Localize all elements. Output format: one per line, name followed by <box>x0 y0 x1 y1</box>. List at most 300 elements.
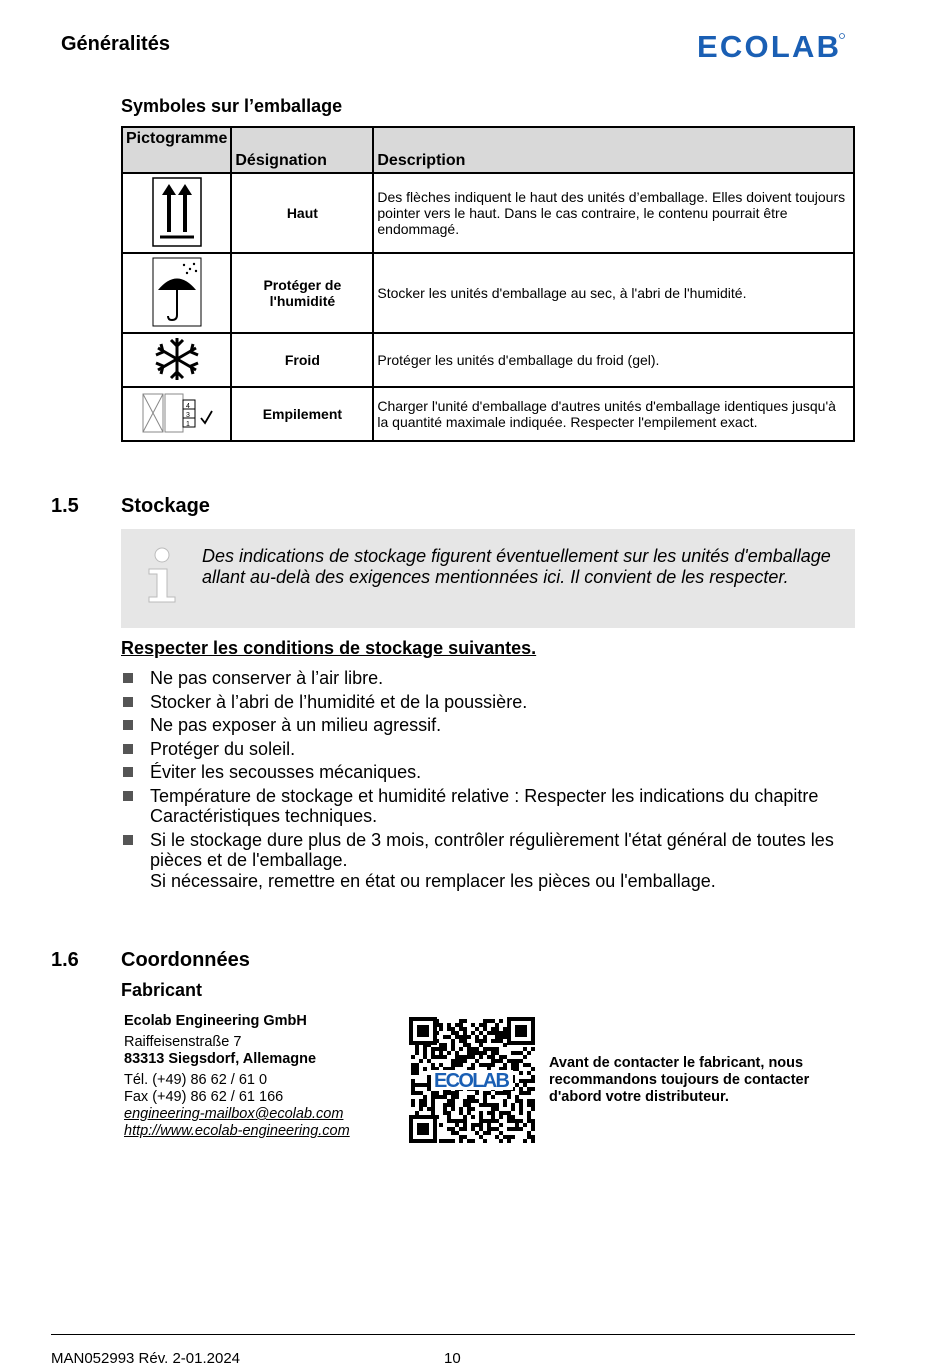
qr-module <box>511 1115 515 1119</box>
qr-module <box>515 1123 519 1127</box>
section-number: 1.5 <box>51 495 79 517</box>
qr-module <box>431 1047 435 1051</box>
svg-text:4: 4 <box>185 402 190 410</box>
qr-module <box>451 1099 455 1103</box>
qr-module <box>455 1055 459 1059</box>
qr-module <box>423 1083 427 1087</box>
qr-module <box>447 1127 451 1131</box>
qr-module <box>415 1063 419 1067</box>
symbols-table <box>121 126 855 442</box>
qr-module <box>459 1059 463 1063</box>
contact-block <box>124 1013 350 1140</box>
qr-module <box>471 1023 475 1027</box>
qr-module <box>515 1127 519 1131</box>
qr-module <box>415 1051 419 1055</box>
qr-module <box>451 1095 455 1099</box>
col-header-pictogram: Pictogramme <box>122 127 231 173</box>
qr-module <box>423 1095 427 1099</box>
qr-module <box>495 1031 499 1035</box>
qr-module <box>443 1095 447 1099</box>
qr-module <box>523 1091 527 1095</box>
qr-module <box>499 1059 503 1063</box>
qr-module <box>479 1031 483 1035</box>
qr-module <box>451 1119 455 1123</box>
list-item: Stocker à l’abri de l’humidité et de la poussière. <box>121 692 861 713</box>
qr-module <box>527 1099 531 1103</box>
email-link[interactable]: engineering-mailbox@ecolab.com <box>124 1106 344 1122</box>
qr-module <box>415 1047 419 1051</box>
qr-module <box>471 1127 475 1131</box>
qr-module <box>499 1123 503 1127</box>
qr-module <box>447 1099 451 1103</box>
qr-module <box>431 1095 435 1099</box>
qr-module <box>439 1023 443 1027</box>
info-icon <box>145 547 179 603</box>
qr-module <box>459 1023 463 1027</box>
qr-module <box>459 1139 463 1143</box>
qr-module <box>491 1055 495 1059</box>
pictogram-cell <box>122 333 231 387</box>
bullet-icon <box>123 791 133 801</box>
qr-module <box>479 1063 483 1067</box>
qr-module <box>503 1063 507 1067</box>
qr-module <box>475 1131 479 1135</box>
conditions-heading: Respecter les conditions de stockage suivantes. <box>121 638 537 658</box>
qr-module <box>427 1107 431 1111</box>
qr-module <box>447 1051 451 1055</box>
storage-conditions-list <box>121 668 861 894</box>
qr-module <box>471 1055 475 1059</box>
qr-module <box>491 1063 495 1067</box>
designation-cell: Empilement <box>231 387 373 441</box>
qr-module <box>455 1051 459 1055</box>
qr-module <box>419 1107 423 1111</box>
qr-module <box>495 1107 499 1111</box>
qr-module <box>443 1107 447 1111</box>
qr-module <box>443 1035 447 1039</box>
qr-module <box>483 1103 487 1107</box>
qr-module <box>471 1031 475 1035</box>
qr-module <box>459 1127 463 1131</box>
qr-module <box>459 1063 463 1067</box>
qr-module <box>467 1055 471 1059</box>
pictogram-cell <box>122 253 231 333</box>
qr-module <box>523 1139 527 1143</box>
qr-module <box>515 1063 519 1067</box>
qr-module <box>515 1083 519 1087</box>
qr-module <box>483 1063 487 1067</box>
qr-module <box>507 1111 511 1115</box>
qr-module <box>431 1107 435 1111</box>
qr-module <box>463 1123 467 1127</box>
qr-module <box>451 1047 455 1051</box>
qr-module <box>511 1107 515 1111</box>
qr-module <box>411 1103 415 1107</box>
qr-module <box>527 1131 531 1135</box>
qr-module <box>491 1127 495 1131</box>
qr-module <box>467 1043 471 1047</box>
qr-module <box>499 1139 503 1143</box>
qr-module <box>483 1023 487 1027</box>
qr-module <box>487 1031 491 1035</box>
qr-module <box>431 1099 435 1103</box>
qr-module <box>455 1123 459 1127</box>
qr-module <box>451 1043 455 1047</box>
qr-module <box>531 1103 535 1107</box>
qr-module <box>479 1043 483 1047</box>
qr-module <box>479 1111 483 1115</box>
qr-module <box>487 1123 491 1127</box>
table-row <box>122 173 854 253</box>
qr-module <box>487 1111 491 1115</box>
qr-module <box>503 1043 507 1047</box>
qr-module <box>439 1027 443 1031</box>
qr-module <box>455 1023 459 1027</box>
qr-module <box>483 1051 487 1055</box>
qr-module <box>467 1139 471 1143</box>
designation-cell: Protéger de l'humidité <box>231 253 373 333</box>
qr-module <box>491 1047 495 1051</box>
qr-module <box>519 1111 523 1115</box>
qr-module <box>507 1119 511 1123</box>
qr-module <box>431 1055 435 1059</box>
qr-module <box>471 1107 475 1111</box>
qr-module <box>531 1079 535 1083</box>
qr-module <box>435 1055 439 1059</box>
qr-module <box>507 1115 511 1119</box>
qr-module <box>447 1023 451 1027</box>
qr-module <box>531 1123 535 1127</box>
qr-module <box>471 1099 475 1103</box>
qr-module <box>471 1139 475 1143</box>
qr-module <box>507 1059 511 1063</box>
qr-module <box>411 1091 415 1095</box>
qr-module <box>495 1051 499 1055</box>
qr-module <box>491 1111 495 1115</box>
qr-module <box>415 1071 419 1075</box>
qr-module <box>463 1115 467 1119</box>
qr-module <box>467 1095 471 1099</box>
qr-module <box>451 1127 455 1131</box>
website-link[interactable]: http://www.ecolab-engineering.com <box>124 1123 350 1139</box>
svg-text:ECOLAB: ECOLAB <box>697 30 839 60</box>
qr-module <box>419 1083 423 1087</box>
qr-module <box>435 1095 439 1099</box>
qr-module <box>495 1027 499 1031</box>
qr-module <box>439 1043 443 1047</box>
qr-module <box>463 1031 467 1035</box>
qr-module <box>415 1091 419 1095</box>
qr-module <box>483 1119 487 1123</box>
qr-module <box>511 1127 515 1131</box>
qr-module <box>507 1139 511 1143</box>
qr-module <box>411 1087 415 1091</box>
qr-module <box>439 1063 443 1067</box>
qr-module <box>487 1103 491 1107</box>
qr-module <box>463 1027 467 1031</box>
qr-module <box>491 1103 495 1107</box>
qr-module <box>479 1039 483 1043</box>
qr-module <box>423 1103 427 1107</box>
qr-module <box>443 1043 447 1047</box>
qr-module <box>487 1063 491 1067</box>
qr-module <box>455 1035 459 1039</box>
qr-module <box>471 1115 475 1119</box>
qr-module <box>463 1103 467 1107</box>
qr-module <box>439 1047 443 1051</box>
qr-module <box>519 1051 523 1055</box>
qr-module <box>439 1123 443 1127</box>
qr-module <box>531 1087 535 1091</box>
qr-module <box>487 1047 491 1051</box>
qr-module <box>491 1119 495 1123</box>
description-cell: Des flèches indiquent le haut des unités d’emballage. Elles doivent toujours pointer vers le haut. Dans le cas contraire, le contenu pourrait être endommagé. <box>373 173 854 253</box>
qr-module <box>467 1099 471 1103</box>
qr-module <box>531 1107 535 1111</box>
qr-module <box>503 1027 507 1031</box>
qr-module <box>519 1091 523 1095</box>
qr-module <box>527 1135 531 1139</box>
qr-module <box>531 1119 535 1123</box>
pictogram-cell <box>122 387 231 441</box>
qr-module <box>459 1019 463 1023</box>
qr-module <box>527 1091 531 1095</box>
qr-module <box>463 1019 467 1023</box>
qr-module <box>495 1059 499 1063</box>
qr-module <box>515 1051 519 1055</box>
qr-module <box>447 1027 451 1031</box>
qr-module <box>467 1051 471 1055</box>
qr-module <box>483 1047 487 1051</box>
qr-module <box>443 1047 447 1051</box>
qr-module <box>479 1051 483 1055</box>
qr-module <box>447 1103 451 1107</box>
qr-module <box>459 1035 463 1039</box>
qr-module <box>475 1039 479 1043</box>
qr-module <box>463 1099 467 1103</box>
fax: Fax (+49) 86 62 / 61 166 <box>124 1089 284 1105</box>
qr-module <box>451 1039 455 1043</box>
qr-module <box>471 1095 475 1099</box>
qr-module <box>507 1095 511 1099</box>
qr-module <box>471 1063 475 1067</box>
qr-module <box>527 1115 531 1119</box>
qr-module <box>491 1051 495 1055</box>
city: 83313 Siegsdorf, Allemagne <box>124 1051 317 1067</box>
qr-module <box>491 1031 495 1035</box>
qr-module <box>415 1067 419 1071</box>
qr-module <box>511 1103 515 1107</box>
qr-module <box>519 1071 523 1075</box>
qr-module <box>459 1119 463 1123</box>
bullet-icon <box>123 744 133 754</box>
qr-module <box>503 1135 507 1139</box>
qr-module <box>451 1063 455 1067</box>
qr-module <box>475 1123 479 1127</box>
qr-module <box>423 1055 427 1059</box>
qr-module <box>479 1023 483 1027</box>
qr-module <box>459 1027 463 1031</box>
qr-module <box>503 1111 507 1115</box>
qr-module <box>463 1135 467 1139</box>
qr-module <box>431 1103 435 1107</box>
qr-module <box>499 1039 503 1043</box>
qr-module <box>475 1047 479 1051</box>
qr-module <box>531 1099 535 1103</box>
qr-module <box>431 1111 435 1115</box>
col-header-designation: Désignation <box>231 127 373 173</box>
qr-module <box>411 1079 415 1083</box>
qr-module <box>443 1139 447 1143</box>
qr-module <box>515 1095 519 1099</box>
qr-module <box>483 1019 487 1023</box>
qr-module <box>459 1055 463 1059</box>
qr-module <box>511 1051 515 1055</box>
bullet-icon <box>123 720 133 730</box>
qr-module <box>411 1071 415 1075</box>
qr-module <box>515 1099 519 1103</box>
qr-module <box>463 1127 467 1131</box>
qr-module <box>487 1127 491 1131</box>
description-cell: Stocker les unités d'emballage au sec, à l'abri de l'humidité. <box>373 253 854 333</box>
qr-module <box>451 1107 455 1111</box>
qr-module <box>463 1039 467 1043</box>
qr-module <box>523 1055 527 1059</box>
qr-module <box>475 1099 479 1103</box>
qr-module <box>527 1087 531 1091</box>
qr-module <box>523 1079 527 1083</box>
qr-module <box>495 1127 499 1131</box>
qr-module <box>515 1059 519 1063</box>
qr-module <box>479 1055 483 1059</box>
qr-module <box>527 1111 531 1115</box>
qr-module <box>447 1115 451 1119</box>
qr-module <box>475 1035 479 1039</box>
qr-module <box>471 1047 475 1051</box>
description-cell: Protéger les unités d'emballage du froid (gel). <box>373 333 854 387</box>
qr-module <box>455 1119 459 1123</box>
qr-module <box>419 1099 423 1103</box>
qr-module <box>423 1099 427 1103</box>
qr-module <box>427 1059 431 1063</box>
qr-module <box>491 1019 495 1023</box>
footer-doc-ref: MAN052993 Rév. 2-01.2024 <box>51 1350 241 1367</box>
qr-module <box>491 1107 495 1111</box>
qr-module <box>467 1103 471 1107</box>
qr-module <box>451 1031 455 1035</box>
section-number: 1.6 <box>51 949 79 971</box>
list-item: Protéger du soleil. <box>121 739 861 760</box>
qr-module <box>523 1083 527 1087</box>
info-note <box>121 529 855 628</box>
designation-cell: Froid <box>231 333 373 387</box>
qr-module <box>527 1051 531 1055</box>
section-title: Coordonnées <box>121 949 250 971</box>
qr-module <box>451 1059 455 1063</box>
qr-module <box>515 1067 519 1071</box>
qr-module <box>455 1095 459 1099</box>
qr-module <box>499 1131 503 1135</box>
qr-module <box>483 1139 487 1143</box>
qr-module <box>527 1063 531 1067</box>
qr-module <box>499 1031 503 1035</box>
qr-module <box>519 1079 523 1083</box>
street: Raiffeisenstraße 7 <box>124 1034 242 1050</box>
qr-module <box>483 1095 487 1099</box>
qr-module <box>455 1131 459 1135</box>
table-row <box>122 253 854 333</box>
qr-module <box>431 1051 435 1055</box>
table-row <box>122 333 854 387</box>
qr-module <box>523 1123 527 1127</box>
table-header-row <box>122 127 854 173</box>
qr-module <box>447 1035 451 1039</box>
distributor-advice: Avant de contacter le fabricant, nous recommandons toujours de contacter d'abord votre distributeur. <box>549 1055 810 1105</box>
qr-module <box>511 1119 515 1123</box>
qr-module <box>523 1063 527 1067</box>
bullet-icon <box>123 697 133 707</box>
footer-rule <box>51 1334 855 1335</box>
svg-text:3: 3 <box>185 411 190 419</box>
qr-module <box>503 1099 507 1103</box>
qr-module <box>427 1087 431 1091</box>
qr-module <box>483 1035 487 1039</box>
qr-module <box>511 1135 515 1139</box>
qr-module <box>483 1131 487 1135</box>
qr-module <box>419 1103 423 1107</box>
qr-module <box>503 1035 507 1039</box>
qr-module <box>451 1027 455 1031</box>
qr-module <box>411 1055 415 1059</box>
qr-module <box>463 1119 467 1123</box>
qr-module <box>519 1119 523 1123</box>
qr-module <box>423 1067 427 1071</box>
qr-module <box>495 1023 499 1027</box>
qr-module <box>507 1135 511 1139</box>
qr-module <box>455 1031 459 1035</box>
qr-module <box>415 1111 419 1115</box>
list-item: Éviter les secousses mécaniques. <box>121 762 861 783</box>
qr-module <box>491 1115 495 1119</box>
qr-module <box>459 1111 463 1115</box>
qr-module <box>499 1055 503 1059</box>
qr-module <box>531 1135 535 1139</box>
ecolab-logo <box>697 30 845 60</box>
note-text: Des indications de stockage figurent éventuellement sur les unités d'emballage allant au-delà des exigences mentionnées ici. Il convient de les respecter. <box>202 546 831 587</box>
qr-module <box>471 1123 475 1127</box>
qr-module <box>527 1119 531 1123</box>
qr-module <box>455 1059 459 1063</box>
qr-module <box>423 1047 427 1051</box>
qr-module <box>487 1019 491 1023</box>
qr-code[interactable] <box>409 1017 535 1143</box>
qr-module <box>411 1067 415 1071</box>
list-item: Ne pas conserver à l’air libre. <box>121 668 861 689</box>
qr-module <box>519 1059 523 1063</box>
svg-text:ECOLAB: ECOLAB <box>434 1070 510 1092</box>
qr-module <box>503 1031 507 1035</box>
qr-module <box>467 1047 471 1051</box>
qr-module <box>451 1103 455 1107</box>
qr-module <box>427 1075 431 1079</box>
page-header-title: Généralités <box>61 33 170 55</box>
qr-module <box>527 1103 531 1107</box>
phone: Tél. (+49) 86 62 / 61 0 <box>124 1072 268 1088</box>
qr-module <box>475 1051 479 1055</box>
description-cell: Charger l'unité d'emballage d'autres unités d'emballage identiques jusqu'à la quantité maximale indiquée. Respecter l'empilement exact. <box>373 387 854 441</box>
qr-module <box>427 1079 431 1083</box>
qr-module <box>479 1127 483 1131</box>
